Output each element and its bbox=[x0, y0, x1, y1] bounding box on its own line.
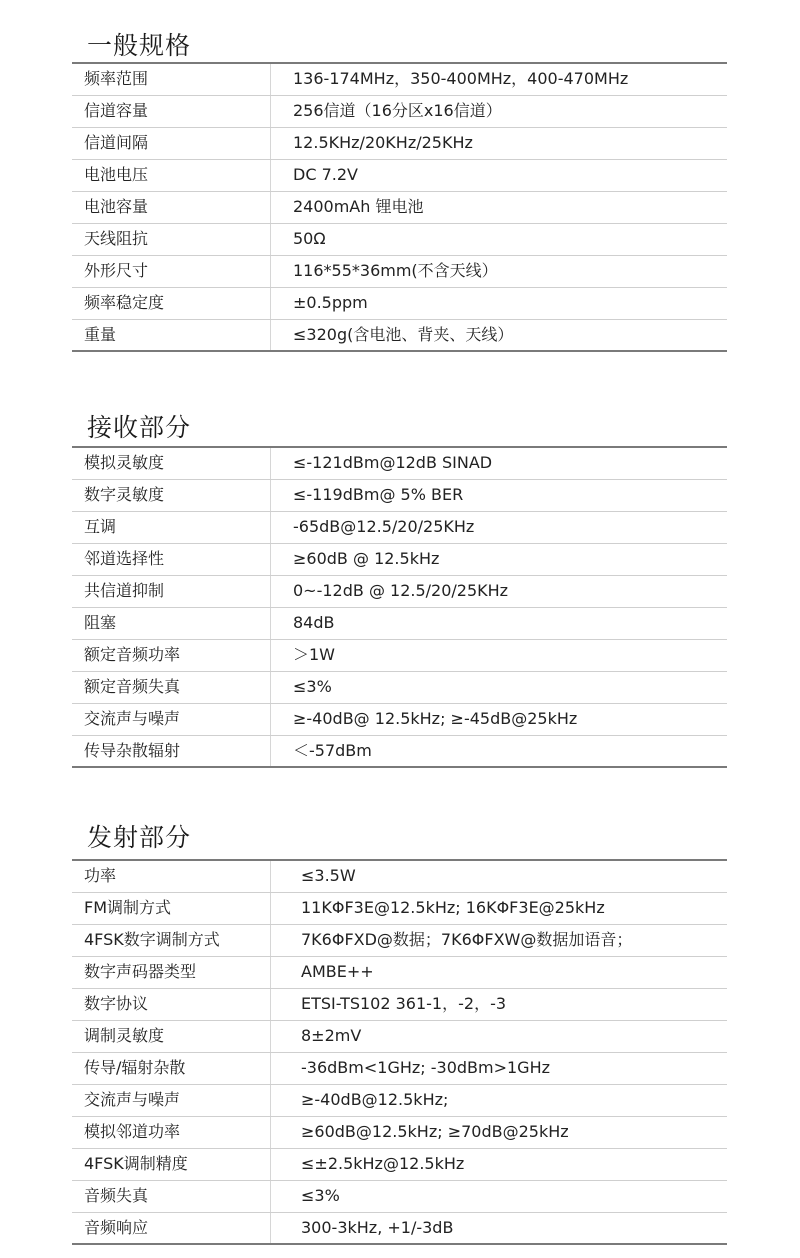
spec-value: ≤320g(含电池、背夹、天线） bbox=[271, 319, 728, 351]
table-row bbox=[72, 892, 727, 924]
spec-table bbox=[72, 62, 727, 352]
spec-label: 邻道选择性 bbox=[72, 543, 271, 575]
section-title: 接收部分 bbox=[87, 413, 192, 442]
spec-value: 256信道（16分区x16信道） bbox=[271, 95, 728, 127]
spec-value: AMBE++ bbox=[271, 956, 728, 988]
spec-value: ≤3% bbox=[271, 671, 728, 703]
table-row bbox=[72, 735, 727, 767]
table-row bbox=[72, 287, 727, 319]
spec-label: 频率稳定度 bbox=[72, 287, 271, 319]
table-row bbox=[72, 1052, 727, 1084]
spec-value: ＜-57dBm bbox=[271, 735, 728, 767]
spec-value: ≤-119dBm@ 5% BER bbox=[271, 479, 728, 511]
spec-value: ≥60dB @ 12.5kHz bbox=[271, 543, 728, 575]
table-row bbox=[72, 988, 727, 1020]
table-row bbox=[72, 1212, 727, 1244]
table-row bbox=[72, 703, 727, 735]
spec-value: 84dB bbox=[271, 607, 728, 639]
table-row bbox=[72, 1084, 727, 1116]
table-row bbox=[72, 63, 727, 95]
table-row bbox=[72, 95, 727, 127]
spec-label: 额定音频功率 bbox=[72, 639, 271, 671]
table-row bbox=[72, 639, 727, 671]
spec-label: 传导杂散辐射 bbox=[72, 735, 271, 767]
spec-value: ≤3% bbox=[271, 1180, 728, 1212]
spec-label: 模拟灵敏度 bbox=[72, 447, 271, 479]
table-row bbox=[72, 671, 727, 703]
spec-value: DC 7.2V bbox=[271, 159, 728, 191]
spec-label: 数字灵敏度 bbox=[72, 479, 271, 511]
spec-label: 重量 bbox=[72, 319, 271, 351]
spec-value: ≥60dB@12.5kHz; ≥70dB@25kHz bbox=[271, 1116, 728, 1148]
spec-value: ETSI-TS102 361-1，-2，-3 bbox=[271, 988, 728, 1020]
table-row bbox=[72, 1020, 727, 1052]
section-title: 一般规格 bbox=[87, 31, 192, 60]
table-row bbox=[72, 511, 727, 543]
spec-value: 300-3kHz, +1/-3dB bbox=[271, 1212, 728, 1244]
spec-label: 电池电压 bbox=[72, 159, 271, 191]
spec-value: 136-174MHz，350-400MHz，400-470MHz bbox=[271, 63, 728, 95]
table-row bbox=[72, 860, 727, 892]
spec-value: ±0.5ppm bbox=[271, 287, 728, 319]
spec-label: 外形尺寸 bbox=[72, 255, 271, 287]
spec-label: 数字协议 bbox=[72, 988, 271, 1020]
spec-label: 阻塞 bbox=[72, 607, 271, 639]
table-row bbox=[72, 1180, 727, 1212]
table-row bbox=[72, 479, 727, 511]
spec-value: 2400mAh 锂电池 bbox=[271, 191, 728, 223]
spec-table bbox=[72, 446, 727, 768]
spec-value: 12.5KHz/20KHz/25KHz bbox=[271, 127, 728, 159]
spec-label: 调制灵敏度 bbox=[72, 1020, 271, 1052]
spec-label: 模拟邻道功率 bbox=[72, 1116, 271, 1148]
spec-value: 0~-12dB @ 12.5/20/25KHz bbox=[271, 575, 728, 607]
spec-value: 11KΦF3E@12.5kHz; 16KΦF3E@25kHz bbox=[271, 892, 728, 924]
spec-label: 信道间隔 bbox=[72, 127, 271, 159]
table-row bbox=[72, 924, 727, 956]
table-row bbox=[72, 255, 727, 287]
table-row bbox=[72, 1116, 727, 1148]
table-row bbox=[72, 319, 727, 351]
table-row bbox=[72, 447, 727, 479]
spec-value: -65dB@12.5/20/25KHz bbox=[271, 511, 728, 543]
spec-label: 功率 bbox=[72, 860, 271, 892]
spec-value: ≥-40dB@12.5kHz; bbox=[271, 1084, 728, 1116]
spec-label: 交流声与噪声 bbox=[72, 1084, 271, 1116]
spec-value: ≤3.5W bbox=[271, 860, 728, 892]
spec-value: 116*55*36mm(不含天线） bbox=[271, 255, 728, 287]
spec-table bbox=[72, 859, 727, 1245]
spec-label: 额定音频失真 bbox=[72, 671, 271, 703]
spec-label: 共信道抑制 bbox=[72, 575, 271, 607]
table-row bbox=[72, 543, 727, 575]
table-row bbox=[72, 223, 727, 255]
table-row bbox=[72, 159, 727, 191]
spec-value: ＞1W bbox=[271, 639, 728, 671]
table-row bbox=[72, 607, 727, 639]
spec-label: 互调 bbox=[72, 511, 271, 543]
table-row bbox=[72, 1148, 727, 1180]
spec-value: 7K6ΦFXD@数据；7K6ΦFXW@数据加语音； bbox=[271, 924, 728, 956]
spec-value: ≤-121dBm@12dB SINAD bbox=[271, 447, 728, 479]
spec-label: 数字声码器类型 bbox=[72, 956, 271, 988]
spec-label: 4FSK数字调制方式 bbox=[72, 924, 271, 956]
spec-value: ≥-40dB@ 12.5kHz; ≥-45dB@25kHz bbox=[271, 703, 728, 735]
spec-value: ≤±2.5kHz@12.5kHz bbox=[271, 1148, 728, 1180]
spec-label: 音频失真 bbox=[72, 1180, 271, 1212]
spec-label: 电池容量 bbox=[72, 191, 271, 223]
spec-label: 信道容量 bbox=[72, 95, 271, 127]
spec-label: 4FSK调制精度 bbox=[72, 1148, 271, 1180]
table-row bbox=[72, 956, 727, 988]
spec-label: FM调制方式 bbox=[72, 892, 271, 924]
spec-value: 50Ω bbox=[271, 223, 728, 255]
spec-value: 8±2mV bbox=[271, 1020, 728, 1052]
table-row bbox=[72, 191, 727, 223]
table-row bbox=[72, 575, 727, 607]
spec-label: 交流声与噪声 bbox=[72, 703, 271, 735]
spec-value: -36dBm<1GHz; -30dBm>1GHz bbox=[271, 1052, 728, 1084]
spec-label: 天线阻抗 bbox=[72, 223, 271, 255]
spec-label: 频率范围 bbox=[72, 63, 271, 95]
section-title: 发射部分 bbox=[87, 823, 192, 852]
spec-label: 传导/辐射杂散 bbox=[72, 1052, 271, 1084]
table-row bbox=[72, 127, 727, 159]
spec-label: 音频响应 bbox=[72, 1212, 271, 1244]
